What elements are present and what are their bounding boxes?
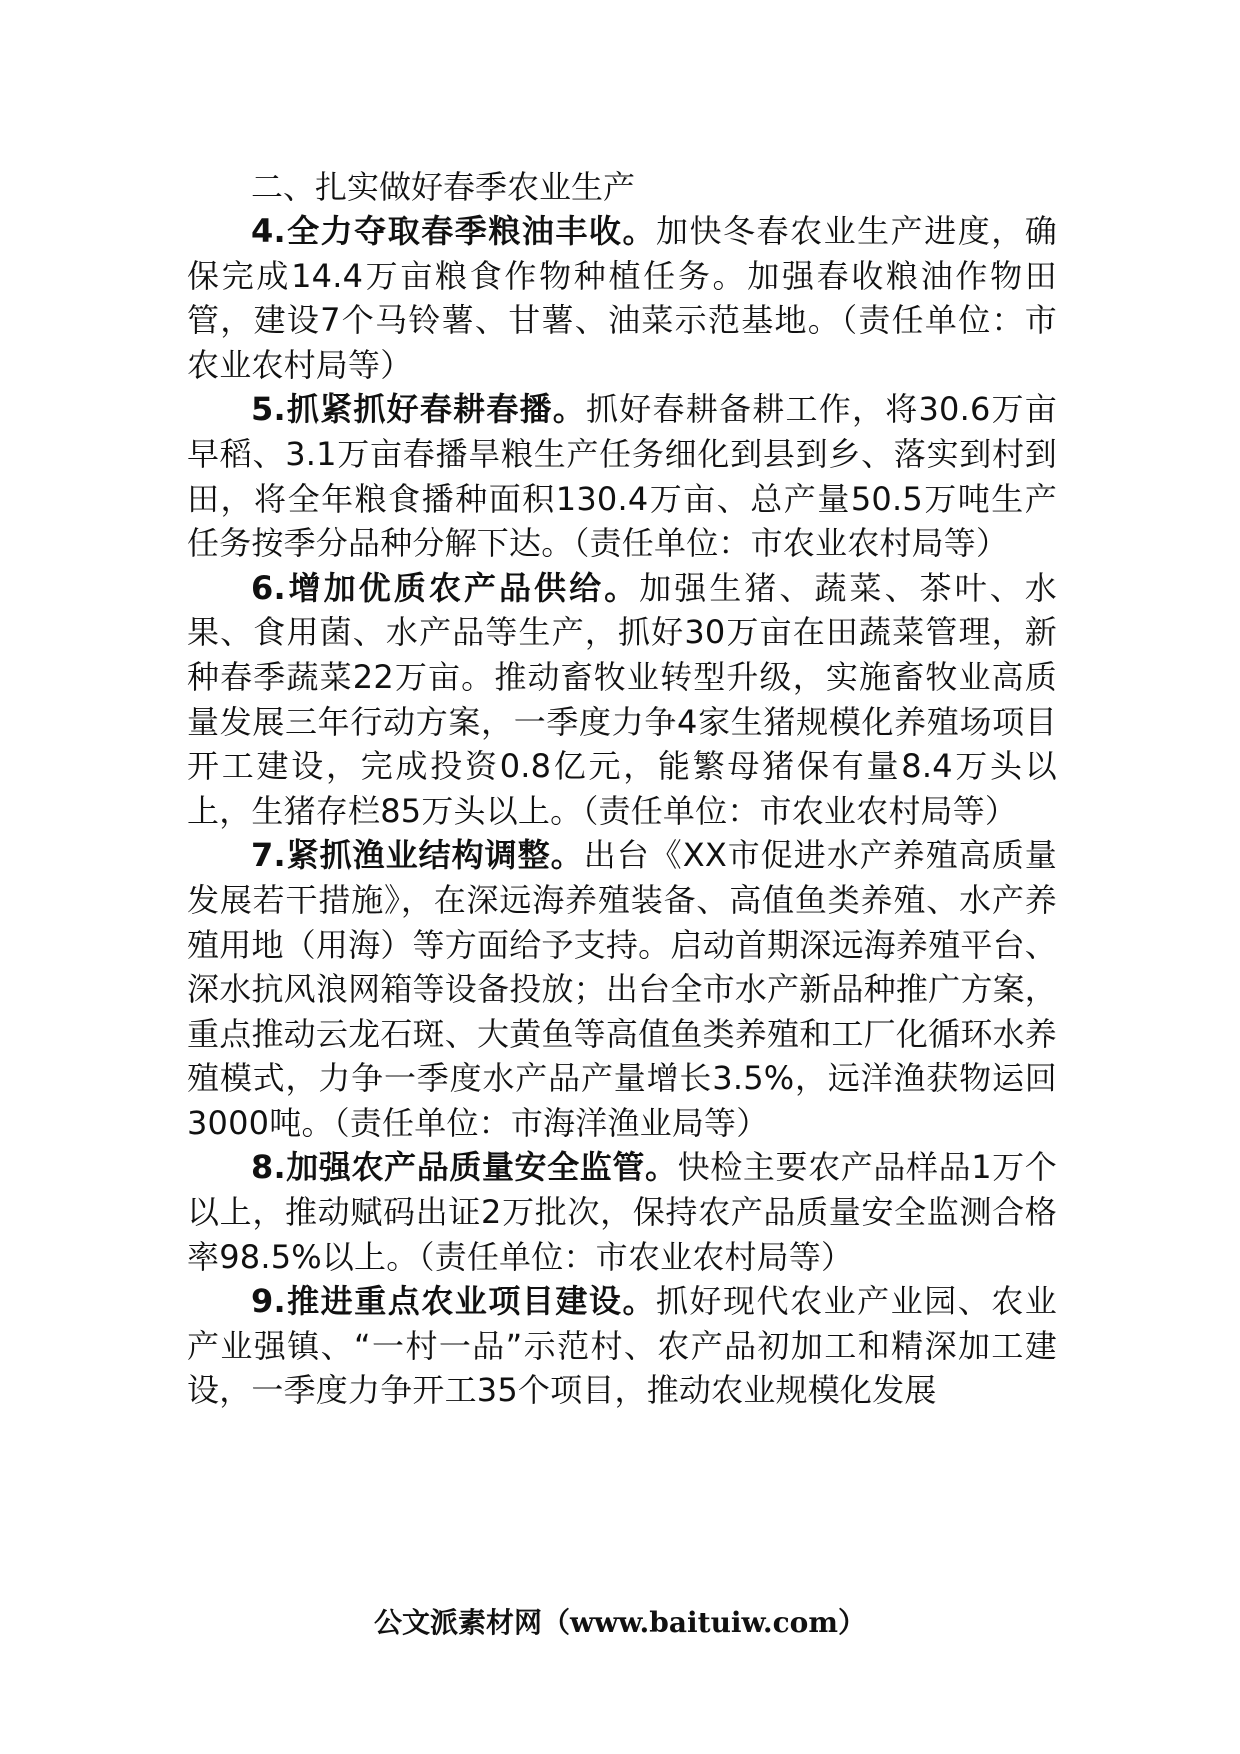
paragraph-lead: 7.紧抓渔业结构调整。 xyxy=(251,836,584,875)
paragraph-body: 快检主要农产品样品1万个以上，推动赋码出证2万批次，保持农产品质量安全监测合格率98.5%以上。（责任单位：市农业农村局等） xyxy=(187,1148,1057,1276)
paragraph-item-8 xyxy=(187,1145,1057,1279)
paragraph-item-9 xyxy=(187,1279,1057,1413)
paragraph-body: 出台《XX市促进水产养殖高质量发展若干措施》，在深远海养殖装备、高值鱼类养殖、水产养殖用地（用海）等方面给予支持。启动首期深远海养殖平台、深水抗风浪网箱等设备投放；出台全市水产新品种推广方案，重点推动云龙石斑、大黄鱼等高值鱼类养殖和工厂化循环水养殖模式，力争一季度水产品产量增长3.5%，远洋渔获物运回3000吨。（责任单位：市海洋渔业局等） xyxy=(187,836,1057,1142)
paragraph-body: 抓好现代农业产业园、农业产业强镇、“一村一品”示范村、农产品初加工和精深加工建设，一季度力争开工35个项目，推动农业规模化发展 xyxy=(187,1282,1057,1410)
paragraph-item-6 xyxy=(187,566,1057,834)
paragraph-item-5 xyxy=(187,387,1057,565)
paragraph-lead: 5.抓紧抓好春耕春播。 xyxy=(251,390,587,429)
section-heading: 二、扎实做好春季农业生产 xyxy=(251,168,636,206)
paragraph-lead: 4.全力夺取春季粮油丰收。 xyxy=(251,212,656,250)
paragraph-body: 抓好春耕备耕工作，将30.6万亩早稻、3.1万亩春播旱粮生产任务细化到县到乡、落实到村到田，将全年粮食播种面积130.4万亩、总产量50.5万吨生产任务按季分品种分解下达。（责任单位：市农业农村局等） xyxy=(187,390,1058,563)
document-body xyxy=(187,165,1057,1413)
paragraph-body: 加强生猪、蔬菜、茶叶、水果、食用菌、水产品等生产，抓好30万亩在田蔬菜管理，新种春季蔬菜22万亩。推动畜牧业转型升级，实施畜牧业高质量发展三年行动方案，一季度力争4家生猪规模化养殖场项目开工建设，完成投资0.8亿元，能繁母猪保有量8.4万头以上，生猪存栏85万头以上。（责任单位：市农业农村局等） xyxy=(187,568,1058,830)
paragraph-body: 加快冬春农业生产进度，确保完成14.4万亩粮食作物种植任务。加强春收粮油作物田管，建设7个马铃薯、甘薯、油菜示范基地。（责任单位：市农业农村局等） xyxy=(187,212,1057,384)
paragraph-item-4 xyxy=(187,209,1057,387)
paragraph-lead: 8.加强农产品质量安全监管。 xyxy=(251,1148,678,1187)
paragraph-lead: 6.增加优质农产品供给。 xyxy=(251,568,640,607)
paragraph-lead: 9.推进重点农业项目建设。 xyxy=(251,1282,656,1321)
paragraph-item-7 xyxy=(187,833,1057,1145)
page-footer-source: 公文派素材网（www.baituiw.com） xyxy=(374,1606,866,1639)
